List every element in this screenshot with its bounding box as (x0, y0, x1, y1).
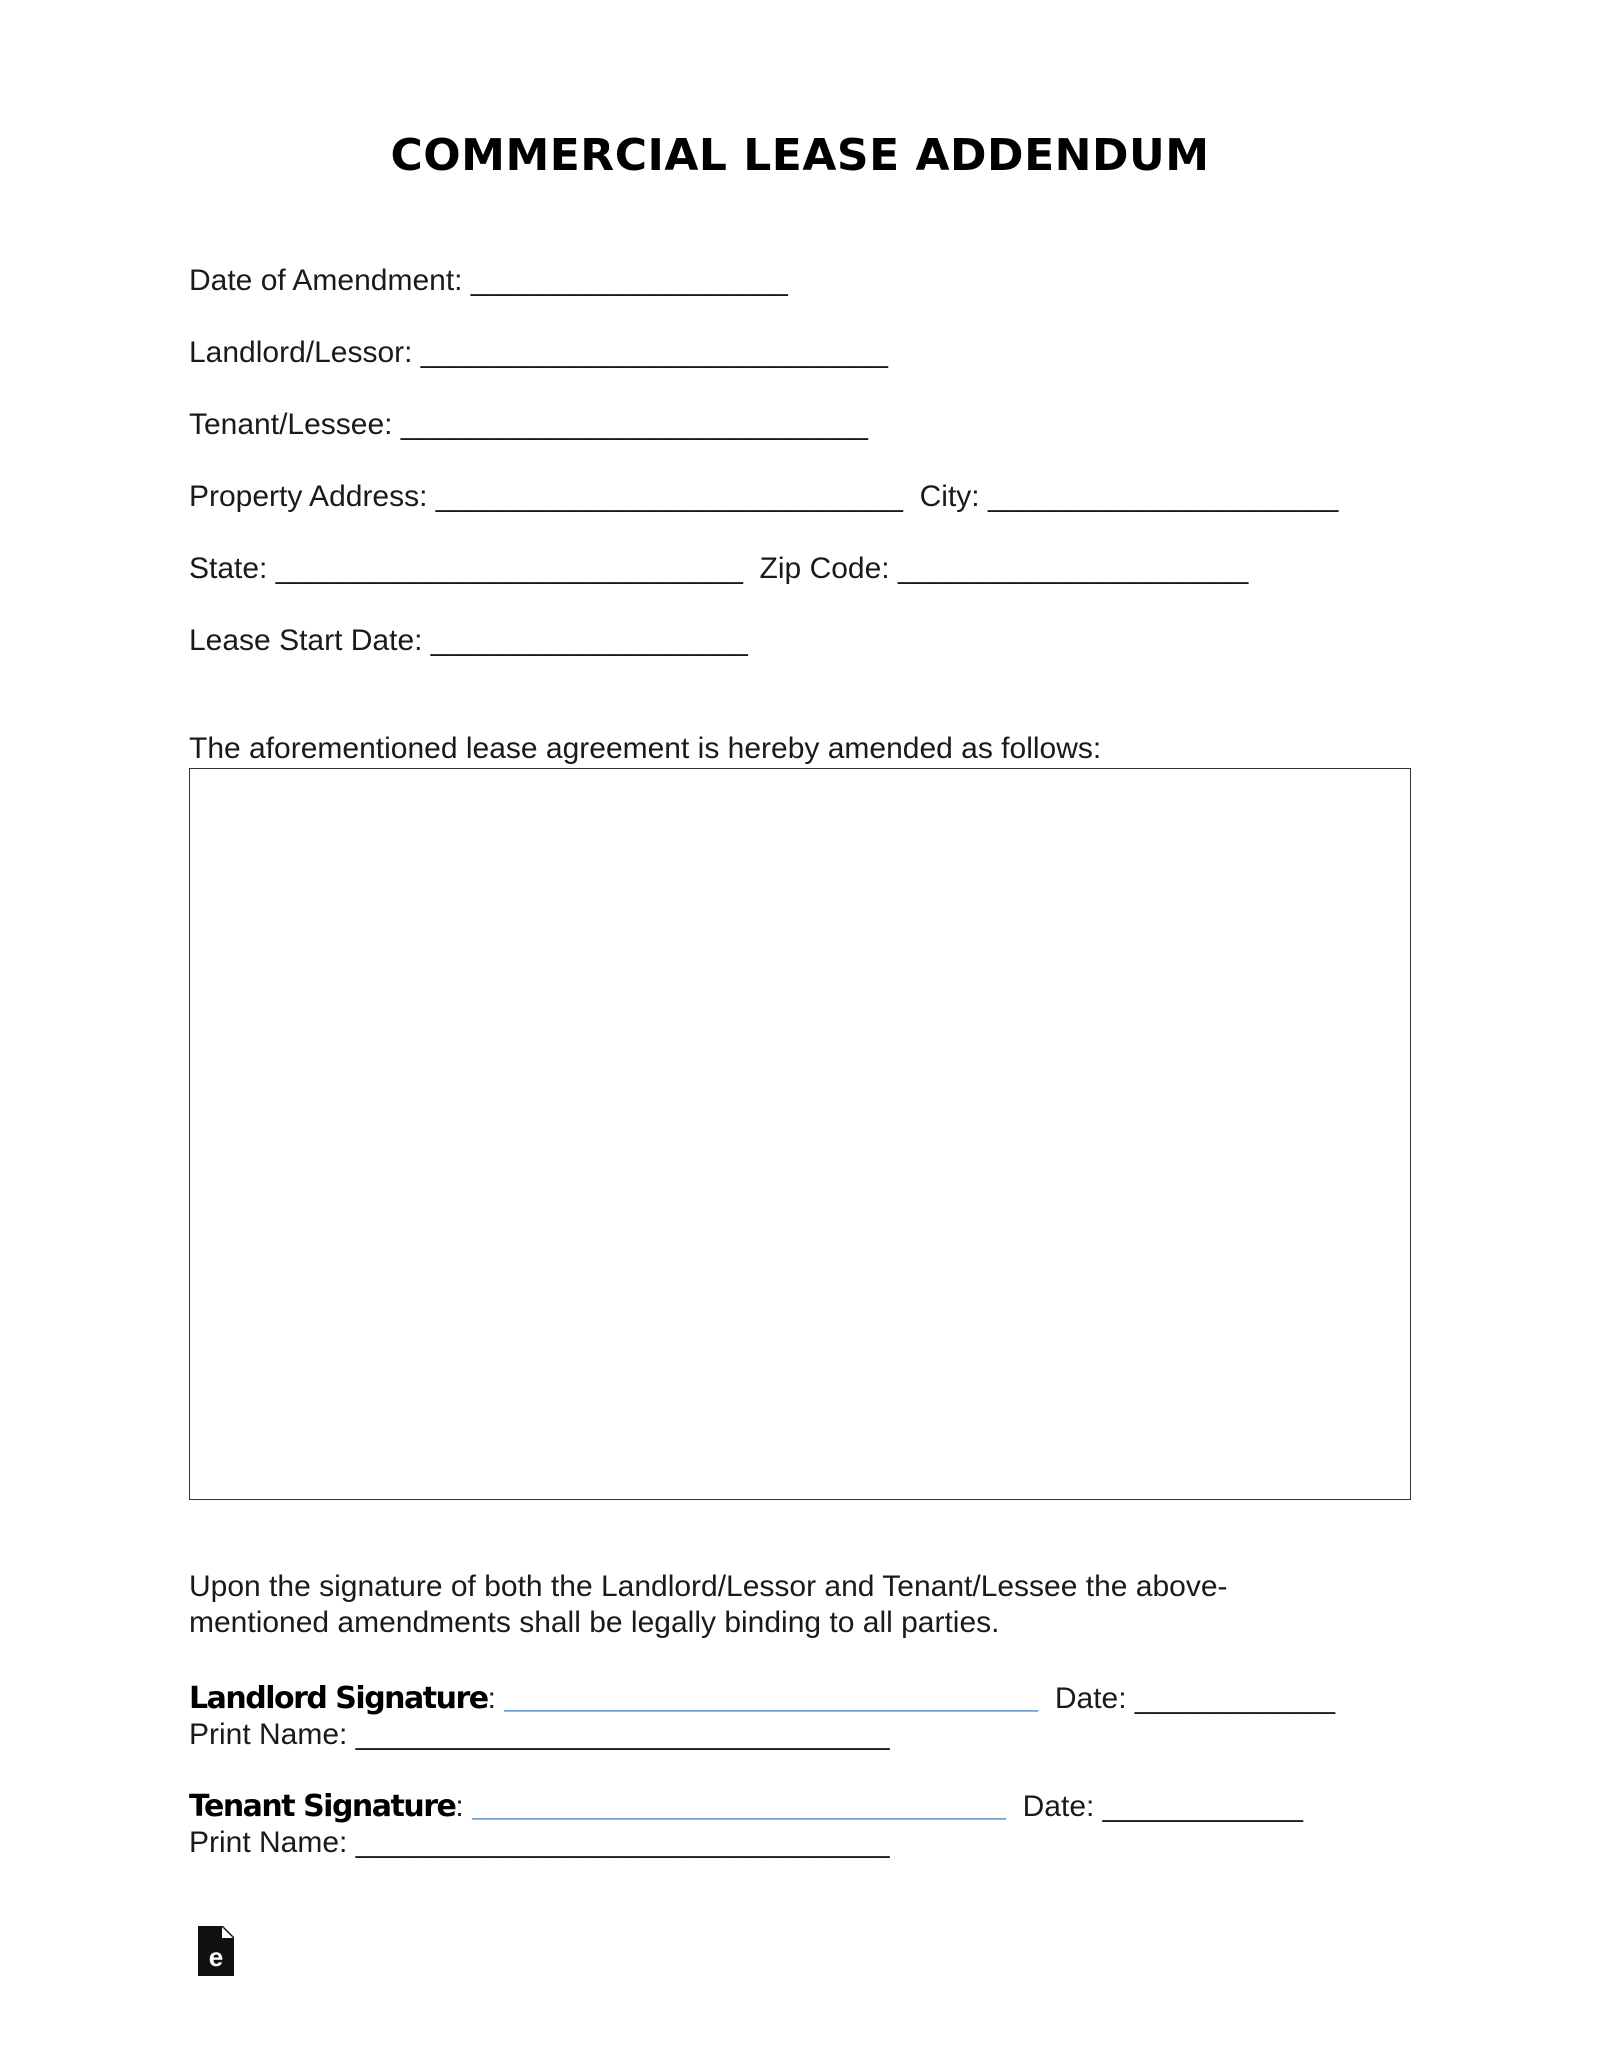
tenant-field[interactable]: Tenant/Lessee: ____________________________ (189, 408, 868, 441)
eforms-logo-letter: e (208, 1942, 224, 1972)
amendment-intro: The aforementioned lease agreement is hereby amended as follows: (189, 732, 1102, 765)
landlord-signature-row (189, 1680, 1335, 1718)
landlord-signature-colon: : (487, 1682, 505, 1715)
binding-text-line-1: Upon the signature of both the Landlord/Lessor and Tenant/Lessee the above- (189, 1570, 1228, 1603)
document-title: COMMERCIAL LEASE ADDENDUM (390, 130, 1210, 181)
landlord-field[interactable]: Landlord/Lessor: ____________________________ (189, 336, 888, 369)
landlord-signature-line[interactable]: ________________________________ (504, 1682, 1039, 1715)
tenant-date-field[interactable]: Date: ____________ (1005, 1790, 1303, 1823)
eforms-logo-icon (198, 1926, 234, 1976)
date-of-amendment-field[interactable]: Date of Amendment: ___________________ (189, 264, 788, 297)
lease-start-date-field[interactable]: Lease Start Date: ___________________ (189, 624, 748, 657)
landlord-print-name-field[interactable]: Print Name: ________________________________ (189, 1718, 890, 1751)
tenant-signature-row (189, 1788, 1303, 1826)
landlord-date-field[interactable]: Date: ____________ (1038, 1682, 1336, 1715)
state-zip-field[interactable]: State: ____________________________ Zip Code: _____________________ (189, 552, 1249, 585)
tenant-signature-colon: : (455, 1790, 473, 1823)
property-address-city-field[interactable]: Property Address: ____________________________ City: _____________________ (189, 480, 1339, 513)
tenant-signature-label: Tenant Signature (189, 1789, 456, 1824)
tenant-signature-line[interactable]: ________________________________ (472, 1790, 1006, 1823)
binding-text-line-2: mentioned amendments shall be legally binding to all parties. (189, 1606, 1000, 1639)
tenant-print-name-field[interactable]: Print Name: ________________________________ (189, 1826, 890, 1859)
landlord-signature-label: Landlord Signature (189, 1681, 488, 1716)
amendment-text-box[interactable] (189, 768, 1411, 1500)
